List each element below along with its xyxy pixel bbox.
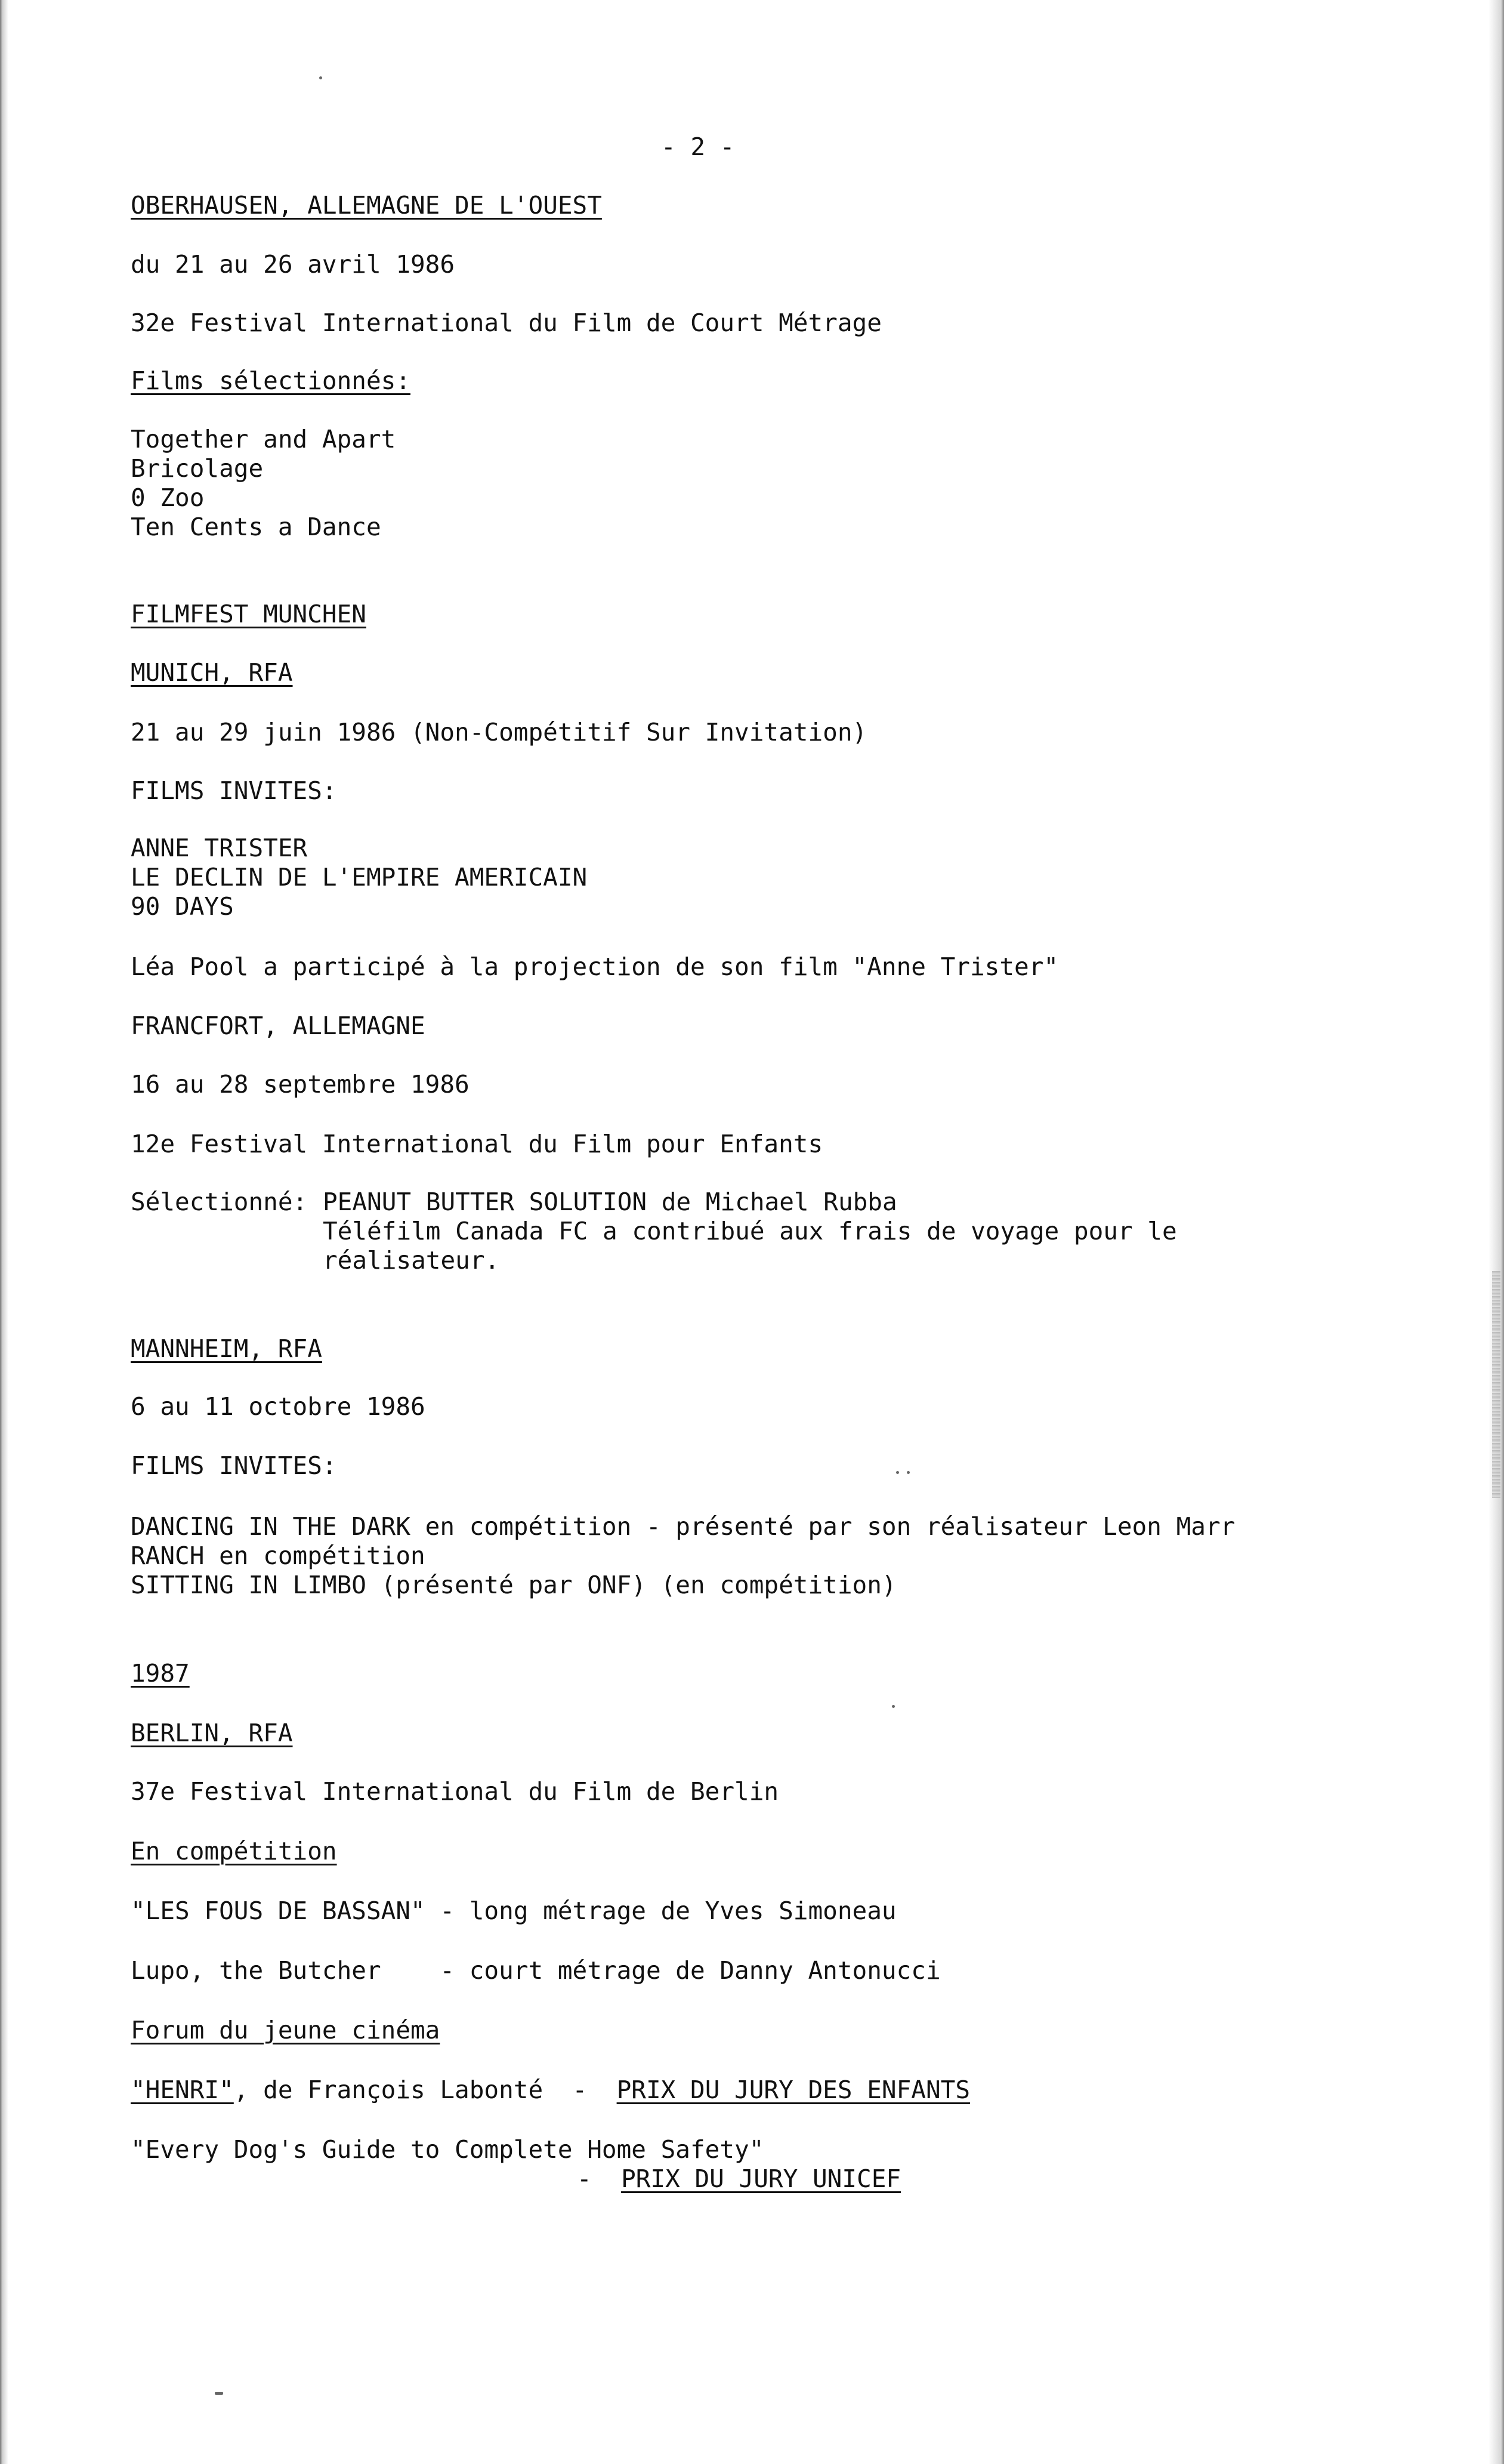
- frankfurt-selection-line-3: réalisateur.: [323, 1246, 500, 1275]
- scan-margin-mark: [1492, 1271, 1500, 1498]
- every-dog-prize: PRIX DU JURY UNICEF: [621, 2164, 901, 2193]
- scan-speck: [907, 1471, 910, 1474]
- frankfurt-selection-line-2: Téléfilm Canada FC a contribué aux frais de voyage pour le: [323, 1217, 1177, 1245]
- oberhausen-film-4: Ten Cents a Dance: [131, 513, 381, 541]
- every-dog-award-line: [577, 2164, 901, 2194]
- frankfurt-selection-line-1: PEANUT BUTTER SOLUTION de Michael Rubba: [323, 1188, 897, 1216]
- berlin-competition-entry-2: Lupo, the Butcher - court métrage de Danny Antonucci: [131, 1956, 941, 1985]
- forum-label: Forum du jeune cinéma: [131, 2016, 440, 2044]
- munich-film-2: LE DECLIN DE L'EMPIRE AMERICAIN: [131, 863, 588, 892]
- mannheim-film-3: SITTING IN LIMBO (présenté par ONF) (en compétition): [131, 1571, 897, 1599]
- year-1987-heading: 1987: [131, 1659, 190, 1688]
- oberhausen-film-2: Bricolage: [131, 454, 264, 483]
- berlin-heading: BERLIN, RFA: [131, 1719, 293, 1747]
- munich-festival-heading: FILMFEST MUNCHEN: [131, 600, 366, 628]
- berlin-festival: 37e Festival International du Film de Berlin: [131, 1777, 779, 1806]
- mannheim-film-2: RANCH en compétition: [131, 1541, 425, 1570]
- frankfurt-selection-label: Sélectionné:: [131, 1188, 308, 1216]
- munich-place-heading: MUNICH, RFA: [131, 658, 293, 687]
- munich-film-3: 90 DAYS: [131, 892, 234, 921]
- henri-prize: PRIX DU JURY DES ENFANTS: [616, 2076, 971, 2104]
- oberhausen-festival: 32e Festival International du Film de Court Métrage: [131, 309, 882, 337]
- scan-edge-right: [1488, 0, 1504, 2464]
- mannheim-heading: MANNHEIM, RFA: [131, 1334, 322, 1363]
- mannheim-dates: 6 au 11 octobre 1986: [131, 1392, 425, 1421]
- oberhausen-film-1: Together and Apart: [131, 425, 396, 454]
- munich-note: Léa Pool a participé à la projection de son film "Anne Trister": [131, 952, 1059, 981]
- oberhausen-films-label: Films sélectionnés:: [131, 366, 410, 395]
- page-number: - 2 -: [661, 132, 735, 161]
- every-dog-dash: -: [577, 2164, 622, 2193]
- henri-credit: , de François Labonté -: [233, 2076, 617, 2104]
- oberhausen-dates: du 21 au 26 avril 1986: [131, 250, 455, 279]
- oberhausen-heading: OBERHAUSEN, ALLEMAGNE DE L'OUEST: [131, 191, 602, 220]
- scan-speck: [215, 2392, 223, 2395]
- frankfurt-dates: 16 au 28 septembre 1986: [131, 1070, 470, 1099]
- scan-speck: [319, 76, 322, 79]
- oberhausen-film-3: 0 Zoo: [131, 483, 205, 512]
- berlin-competition-label: En compétition: [131, 1837, 337, 1865]
- scan-edge-left: [0, 0, 8, 2464]
- frankfurt-heading: FRANCFORT, ALLEMAGNE: [131, 1011, 425, 1040]
- mannheim-films-label: FILMS INVITES:: [131, 1451, 337, 1480]
- munich-film-1: ANNE TRISTER: [131, 834, 308, 862]
- henri-title: "HENRI": [131, 2076, 234, 2104]
- every-dog-title: "Every Dog's Guide to Complete Home Safety": [131, 2135, 764, 2164]
- scan-speck: [896, 1471, 899, 1474]
- mannheim-film-1: DANCING IN THE DARK en compétition - présenté par son réalisateur Leon Marr: [131, 1512, 1236, 1541]
- munich-films-label: FILMS INVITES:: [131, 776, 337, 805]
- munich-dates: 21 au 29 juin 1986 (Non-Compétitif Sur Invitation): [131, 718, 867, 747]
- scan-speck: [892, 1705, 895, 1708]
- frankfurt-festival: 12e Festival International du Film pour Enfants: [131, 1130, 823, 1158]
- henri-line: [131, 2076, 970, 2105]
- berlin-competition-entry-1: "LES FOUS DE BASSAN" - long métrage de Yves Simoneau: [131, 1896, 897, 1925]
